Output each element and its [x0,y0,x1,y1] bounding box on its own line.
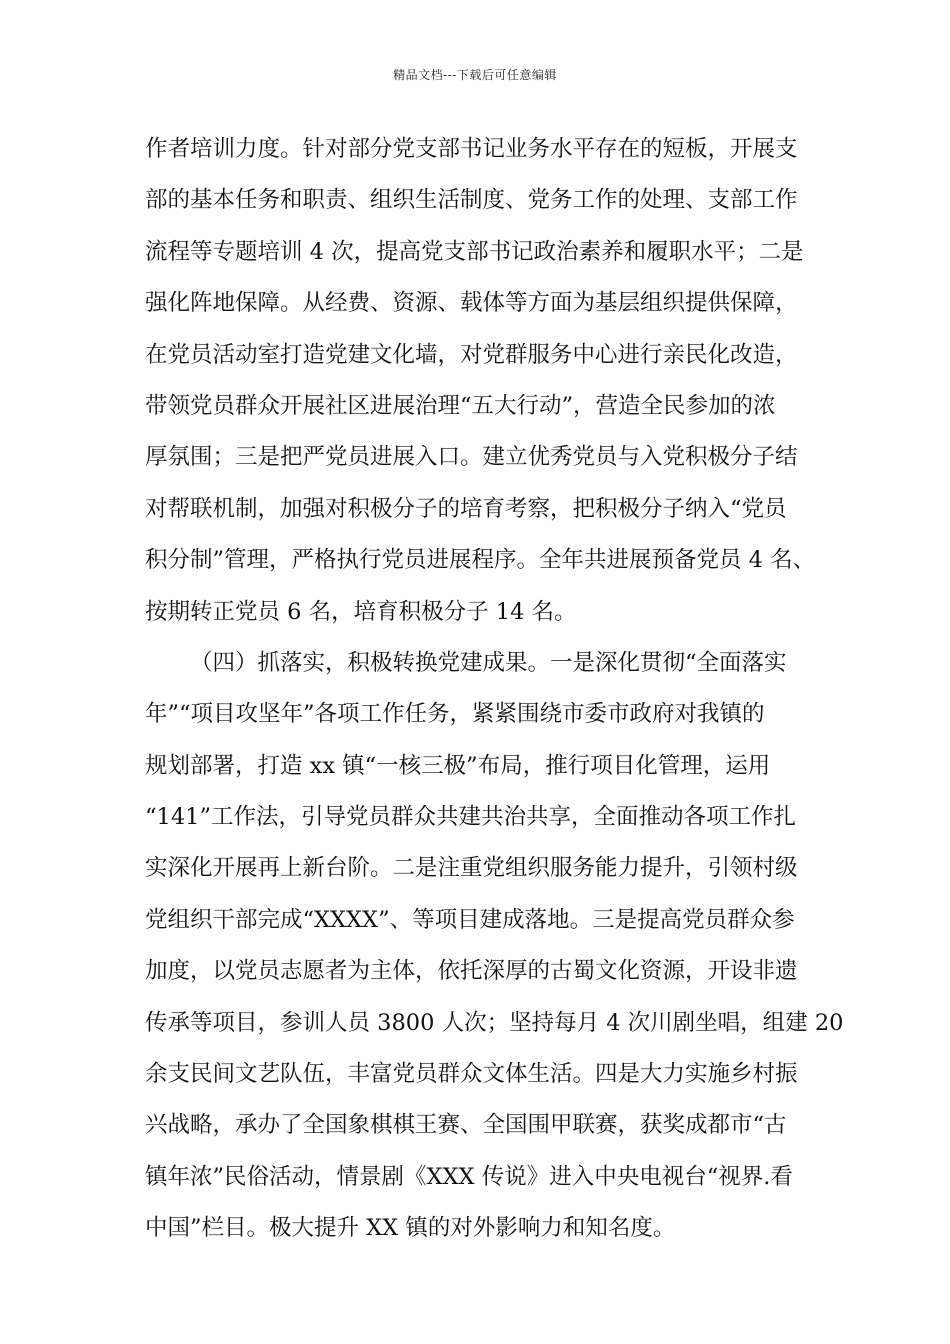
document-body [145,124,844,1255]
text-line: 部的基本任务和职责、组织生活制度、党务工作的处理、支部工作 [145,187,798,214]
text-line: 流程等专题培训 4 次，提高党支部书记政治素养和履职水平；二是 [145,238,804,265]
text-line: 对帮联机制，加强对积极分子的培育考察，把积极分子纳入“党员 [145,495,787,522]
text-line: 中国”栏目。极大提升 XX 镇的对外影响力和知名度。 [145,1215,676,1242]
text-line: 在党员活动室打造党建文化墙，对党群服务中心进行亲民化改造， [145,341,798,368]
text-line: 积分制”管理，严格执行党员进展程序。全年共进展预备党员 4 名、 [145,547,816,574]
text-line: “141”工作法，引导党员群众共建共治共享，全面推动各项工作扎 [145,804,796,831]
paragraph-1 [145,124,825,638]
text-line: 强化阵地保障。从经费、资源、载体等方面为基层组织提供保障， [145,290,798,317]
text-line: （四）抓落实，积极转换党建成果。一是深化贯彻“全面落实 [190,649,787,676]
text-line: 兴战略，承办了全国象棋棋王赛、全国围甲联赛，获奖成都市“古 [145,1112,787,1139]
text-line: 加度，以党员志愿者为主体，依托深厚的古蜀文化资源，开设非遗 [145,958,798,985]
text-line: 实深化开展再上新台阶。二是注重党组织服务能力提升，引领村级 [145,855,798,882]
text-line: 年”“项目攻坚年”各项工作任务，紧紧围绕市委市政府对我镇的 [145,701,765,728]
text-line: 传承等项目，参训人员 3800 人次；坚持每月 4 次川剧坐唱，组建 20 [145,1009,844,1036]
text-line: 党组织干部完成“XXXX”、等项目建成落地。三是提高党员群众参 [145,906,795,933]
text-line: 作者培训力度。针对部分党支部书记业务水平存在的短板，开展支 [145,136,798,162]
text-line: 镇年浓”民俗活动，情景剧《XXX 传说》进入中央电视台“视界.看 [145,1163,793,1190]
text-line: 厚氛围；三是把严党员进展入口。建立优秀党员与入党积极分子结 [145,444,798,471]
text-line: 余支民间文艺队伍，丰富党员群众文体生活。四是大力实施乡村振 [145,1061,798,1088]
text-line: 规划部署，打造 xx 镇“一核三极”布局，推行项目化管理，运用 [145,752,771,779]
text-line: 按期转正党员 6 名，培育积极分子 14 名。 [145,598,577,625]
text-line: 带领党员群众开展社区进展治理“五大行动”，营造全民参加的浓 [145,392,776,419]
paragraph-2 [145,638,844,1255]
page-header: 精品文档---下载后可任意编辑 [393,68,557,82]
